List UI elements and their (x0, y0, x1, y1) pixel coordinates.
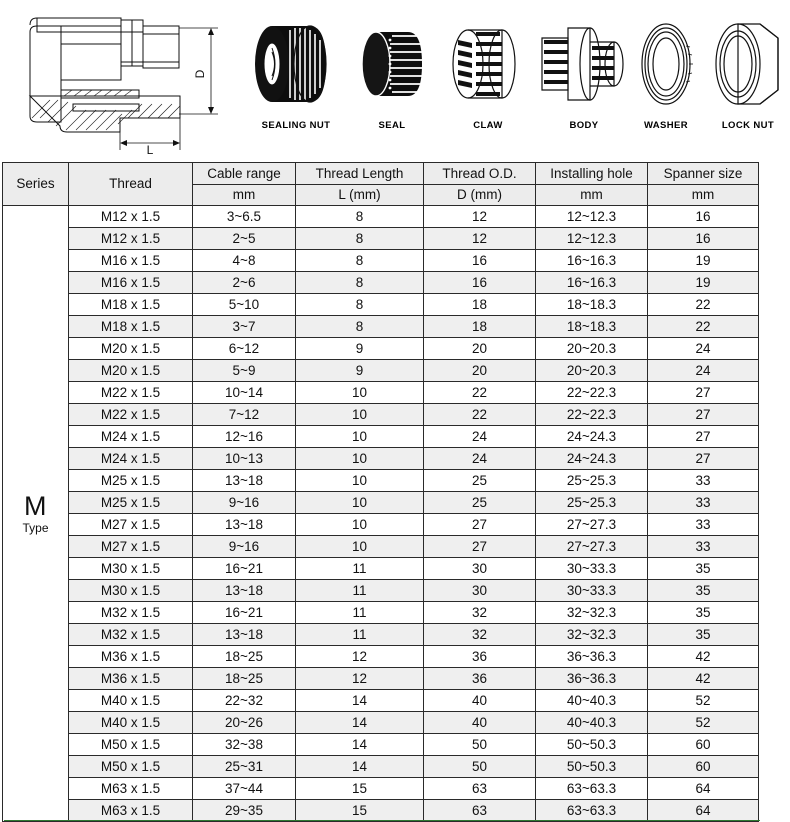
part-lock-nut (702, 8, 790, 160)
cell-installing-hole: 50~50.3 (536, 734, 648, 756)
cell-thread: M30 x 1.5 (69, 580, 193, 602)
component-parts-row (250, 8, 790, 160)
cell-cable-range: 2~5 (193, 228, 296, 250)
header-thread: Thread (69, 163, 193, 206)
cell-thread-length: 8 (296, 272, 424, 294)
cell-cable-range: 25~31 (193, 756, 296, 778)
cell-thread-od: 27 (424, 514, 536, 536)
part-body (538, 8, 630, 160)
cell-cable-range: 6~12 (193, 338, 296, 360)
cell-installing-hole: 12~12.3 (536, 206, 648, 228)
cell-spanner-size: 19 (648, 272, 759, 294)
cell-installing-hole: 40~40.3 (536, 690, 648, 712)
cell-cable-range: 13~18 (193, 514, 296, 536)
series-letter: M (24, 491, 47, 522)
table-row (3, 624, 759, 646)
cell-installing-hole: 20~20.3 (536, 360, 648, 382)
specification-table-container (2, 162, 760, 822)
cell-thread-length: 10 (296, 382, 424, 404)
cell-thread: M27 x 1.5 (69, 536, 193, 558)
cell-thread: M12 x 1.5 (69, 228, 193, 250)
cell-spanner-size: 35 (648, 580, 759, 602)
table-header (3, 163, 759, 206)
cell-cable-range: 37~44 (193, 778, 296, 800)
cell-thread-od: 32 (424, 624, 536, 646)
cell-thread-od: 27 (424, 536, 536, 558)
table-row (3, 272, 759, 294)
cell-thread-od: 24 (424, 448, 536, 470)
cell-cable-range: 9~16 (193, 536, 296, 558)
cell-thread-od: 20 (424, 338, 536, 360)
part-caption: BODY (569, 120, 599, 131)
cell-thread-length: 8 (296, 250, 424, 272)
cell-installing-hole: 22~22.3 (536, 382, 648, 404)
cell-installing-hole: 36~36.3 (536, 646, 648, 668)
cell-thread-length: 14 (296, 734, 424, 756)
cell-installing-hole: 32~32.3 (536, 602, 648, 624)
cell-thread-length: 11 (296, 558, 424, 580)
dimension-d-label: D (193, 69, 207, 79)
cell-thread: M16 x 1.5 (69, 250, 193, 272)
table-row (3, 448, 759, 470)
series-word: Type (22, 521, 49, 536)
cell-spanner-size: 22 (648, 316, 759, 338)
cell-spanner-size: 35 (648, 624, 759, 646)
series-cell (3, 206, 69, 822)
cell-spanner-size: 24 (648, 338, 759, 360)
cell-cable-range: 13~18 (193, 470, 296, 492)
header-thread-od: Thread O.D. (424, 163, 536, 185)
unit-thread-od: D (mm) (424, 185, 536, 206)
header-series: Series (3, 163, 69, 206)
cell-cable-range: 2~6 (193, 272, 296, 294)
cell-thread-od: 30 (424, 558, 536, 580)
cell-cable-range: 13~18 (193, 580, 296, 602)
cell-thread: M50 x 1.5 (69, 734, 193, 756)
cell-spanner-size: 64 (648, 800, 759, 822)
cell-thread-od: 50 (424, 756, 536, 778)
cell-thread-length: 15 (296, 800, 424, 822)
cell-thread-length: 15 (296, 778, 424, 800)
cell-installing-hole: 24~24.3 (536, 448, 648, 470)
cell-thread-od: 63 (424, 800, 536, 822)
cell-spanner-size: 35 (648, 558, 759, 580)
part-caption: WASHER (643, 120, 689, 131)
cell-cable-range: 20~26 (193, 712, 296, 734)
cell-installing-hole: 32~32.3 (536, 624, 648, 646)
cell-spanner-size: 27 (648, 404, 759, 426)
part-claw (442, 8, 534, 160)
cell-installing-hole: 20~20.3 (536, 338, 648, 360)
part-caption: LOCK NUT (721, 120, 775, 131)
cell-spanner-size: 64 (648, 778, 759, 800)
cell-spanner-size: 24 (648, 360, 759, 382)
table-row (3, 778, 759, 800)
cell-spanner-size: 52 (648, 712, 759, 734)
cell-thread-length: 8 (296, 294, 424, 316)
cell-cable-range: 29~35 (193, 800, 296, 822)
table-row (3, 360, 759, 382)
cell-thread-length: 8 (296, 206, 424, 228)
cell-thread: M24 x 1.5 (69, 426, 193, 448)
cell-cable-range: 13~18 (193, 624, 296, 646)
cell-thread-length: 10 (296, 514, 424, 536)
cell-thread-od: 25 (424, 470, 536, 492)
unit-installing-hole: mm (536, 185, 648, 206)
cell-thread-od: 18 (424, 316, 536, 338)
cell-thread: M22 x 1.5 (69, 404, 193, 426)
cell-installing-hole: 12~12.3 (536, 228, 648, 250)
cell-thread-length: 10 (296, 492, 424, 514)
cell-spanner-size: 60 (648, 734, 759, 756)
cell-spanner-size: 27 (648, 382, 759, 404)
cell-spanner-size: 35 (648, 602, 759, 624)
cell-installing-hole: 27~27.3 (536, 536, 648, 558)
cell-thread-od: 36 (424, 668, 536, 690)
unit-spanner-size: mm (648, 185, 759, 206)
table-row (3, 250, 759, 272)
table-row (3, 470, 759, 492)
cell-thread: M40 x 1.5 (69, 712, 193, 734)
table-row (3, 514, 759, 536)
cell-installing-hole: 16~16.3 (536, 250, 648, 272)
cell-thread-length: 14 (296, 712, 424, 734)
cell-thread: M32 x 1.5 (69, 602, 193, 624)
cell-spanner-size: 16 (648, 228, 759, 250)
part-caption: SEALING NUT (261, 120, 331, 131)
cell-cable-range: 18~25 (193, 668, 296, 690)
header-spanner-size: Spanner size (648, 163, 759, 185)
cell-thread-od: 24 (424, 426, 536, 448)
cell-thread-length: 14 (296, 756, 424, 778)
cell-spanner-size: 22 (648, 294, 759, 316)
cell-cable-range: 32~38 (193, 734, 296, 756)
table-row (3, 426, 759, 448)
cell-thread-length: 10 (296, 470, 424, 492)
cell-thread-length: 10 (296, 536, 424, 558)
table-row (3, 800, 759, 822)
cell-thread: M18 x 1.5 (69, 316, 193, 338)
cell-cable-range: 3~6.5 (193, 206, 296, 228)
cell-cable-range: 3~7 (193, 316, 296, 338)
cell-thread-od: 12 (424, 228, 536, 250)
cell-spanner-size: 52 (648, 690, 759, 712)
cell-thread: M18 x 1.5 (69, 294, 193, 316)
cell-spanner-size: 19 (648, 250, 759, 272)
cell-installing-hole: 16~16.3 (536, 272, 648, 294)
claw-icon (442, 8, 534, 120)
cell-cable-range: 5~10 (193, 294, 296, 316)
table-row (3, 756, 759, 778)
cell-installing-hole: 25~25.3 (536, 492, 648, 514)
cell-thread-length: 12 (296, 646, 424, 668)
cell-thread: M24 x 1.5 (69, 448, 193, 470)
specification-table (2, 162, 759, 822)
cell-thread-od: 22 (424, 382, 536, 404)
cell-spanner-size: 33 (648, 492, 759, 514)
cell-cable-range: 10~14 (193, 382, 296, 404)
cable-gland-cross-section-drawing (18, 4, 248, 154)
table-row (3, 404, 759, 426)
cell-thread-length: 9 (296, 338, 424, 360)
cell-thread-od: 18 (424, 294, 536, 316)
cell-cable-range: 4~8 (193, 250, 296, 272)
table-row (3, 228, 759, 250)
lock-nut-icon (702, 8, 790, 120)
washer-icon (620, 8, 712, 120)
cell-thread-length: 12 (296, 668, 424, 690)
product-illustration-band (0, 0, 790, 162)
cell-installing-hole: 24~24.3 (536, 426, 648, 448)
cell-thread-length: 11 (296, 624, 424, 646)
cell-thread: M25 x 1.5 (69, 470, 193, 492)
cell-installing-hole: 22~22.3 (536, 404, 648, 426)
table-row (3, 580, 759, 602)
cell-spanner-size: 42 (648, 668, 759, 690)
unit-thread-length: L (mm) (296, 185, 424, 206)
table-row (3, 734, 759, 756)
cell-cable-range: 16~21 (193, 558, 296, 580)
cell-thread: M32 x 1.5 (69, 624, 193, 646)
cell-thread-length: 11 (296, 580, 424, 602)
part-sealing-nut (250, 8, 342, 160)
header-thread-length: Thread Length (296, 163, 424, 185)
cell-thread-length: 8 (296, 228, 424, 250)
cell-installing-hole: 36~36.3 (536, 668, 648, 690)
cell-thread: M16 x 1.5 (69, 272, 193, 294)
cell-spanner-size: 33 (648, 470, 759, 492)
table-row (3, 536, 759, 558)
cell-thread: M20 x 1.5 (69, 338, 193, 360)
cell-installing-hole: 30~33.3 (536, 580, 648, 602)
cell-spanner-size: 42 (648, 646, 759, 668)
cell-cable-range: 16~21 (193, 602, 296, 624)
cell-thread-od: 63 (424, 778, 536, 800)
cell-thread-od: 36 (424, 646, 536, 668)
cell-installing-hole: 63~63.3 (536, 778, 648, 800)
cell-thread-od: 30 (424, 580, 536, 602)
cell-thread: M30 x 1.5 (69, 558, 193, 580)
cell-installing-hole: 40~40.3 (536, 712, 648, 734)
table-row (3, 382, 759, 404)
cell-cable-range: 5~9 (193, 360, 296, 382)
cell-installing-hole: 50~50.3 (536, 756, 648, 778)
cell-thread-od: 16 (424, 272, 536, 294)
cell-cable-range: 10~13 (193, 448, 296, 470)
table-row (3, 602, 759, 624)
cell-thread: M22 x 1.5 (69, 382, 193, 404)
cell-thread-length: 10 (296, 448, 424, 470)
cell-installing-hole: 27~27.3 (536, 514, 648, 536)
cell-thread-length: 9 (296, 360, 424, 382)
table-row (3, 492, 759, 514)
dimension-l-label: L (146, 143, 154, 154)
table-row (3, 338, 759, 360)
cell-thread: M12 x 1.5 (69, 206, 193, 228)
cell-installing-hole: 18~18.3 (536, 294, 648, 316)
seal-icon (346, 8, 438, 120)
table-row (3, 646, 759, 668)
cell-thread-od: 20 (424, 360, 536, 382)
part-caption: SEAL (378, 120, 406, 131)
cell-spanner-size: 33 (648, 536, 759, 558)
cell-installing-hole: 18~18.3 (536, 316, 648, 338)
cell-thread: M27 x 1.5 (69, 514, 193, 536)
cell-thread-od: 32 (424, 602, 536, 624)
cell-thread-length: 14 (296, 690, 424, 712)
cell-thread-od: 12 (424, 206, 536, 228)
cell-thread-length: 11 (296, 602, 424, 624)
cell-thread-od: 40 (424, 690, 536, 712)
table-row (3, 712, 759, 734)
cell-thread: M20 x 1.5 (69, 360, 193, 382)
cell-thread-length: 8 (296, 316, 424, 338)
cell-thread: M36 x 1.5 (69, 668, 193, 690)
cell-cable-range: 12~16 (193, 426, 296, 448)
cell-thread-od: 40 (424, 712, 536, 734)
cell-thread-od: 16 (424, 250, 536, 272)
table-row (3, 206, 759, 228)
cell-cable-range: 18~25 (193, 646, 296, 668)
part-washer (620, 8, 712, 160)
cell-spanner-size: 16 (648, 206, 759, 228)
cell-cable-range: 22~32 (193, 690, 296, 712)
cell-thread-length: 10 (296, 426, 424, 448)
cell-thread: M25 x 1.5 (69, 492, 193, 514)
cell-spanner-size: 27 (648, 448, 759, 470)
cell-thread-od: 50 (424, 734, 536, 756)
cell-thread-length: 10 (296, 404, 424, 426)
cell-thread: M63 x 1.5 (69, 800, 193, 822)
cell-spanner-size: 27 (648, 426, 759, 448)
cell-thread: M36 x 1.5 (69, 646, 193, 668)
cell-cable-range: 7~12 (193, 404, 296, 426)
cell-thread: M40 x 1.5 (69, 690, 193, 712)
table-body (3, 206, 759, 822)
table-row (3, 690, 759, 712)
cell-installing-hole: 30~33.3 (536, 558, 648, 580)
sealing-nut-icon (250, 8, 342, 120)
cell-spanner-size: 60 (648, 756, 759, 778)
cell-installing-hole: 25~25.3 (536, 470, 648, 492)
cell-cable-range: 9~16 (193, 492, 296, 514)
header-cable-range: Cable range (193, 163, 296, 185)
unit-cable-range: mm (193, 185, 296, 206)
table-row (3, 558, 759, 580)
bottom-accent-rule (4, 820, 760, 821)
table-row (3, 668, 759, 690)
body-icon (538, 8, 630, 120)
cell-thread-od: 22 (424, 404, 536, 426)
table-row (3, 316, 759, 338)
header-row-titles (3, 163, 759, 185)
part-caption: CLAW (473, 120, 503, 131)
cell-thread-od: 25 (424, 492, 536, 514)
part-seal (346, 8, 438, 160)
cell-thread: M50 x 1.5 (69, 756, 193, 778)
header-installing-hole: Installing hole (536, 163, 648, 185)
table-row (3, 294, 759, 316)
cell-thread: M63 x 1.5 (69, 778, 193, 800)
cell-installing-hole: 63~63.3 (536, 800, 648, 822)
cell-spanner-size: 33 (648, 514, 759, 536)
